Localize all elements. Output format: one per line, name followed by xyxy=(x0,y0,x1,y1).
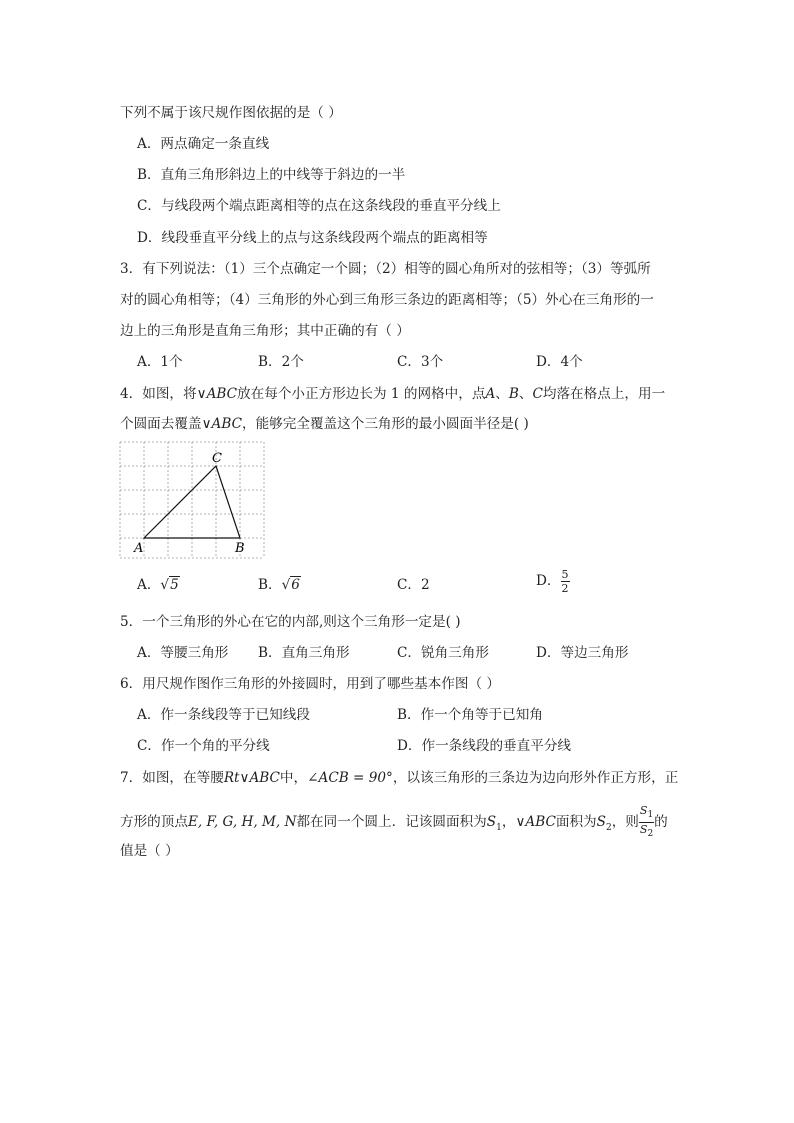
q3-line2: 对的圆心角相等；（4）三角形的外心到三角形三条边的距离相等；（5）外心在三角形的一 xyxy=(120,292,654,308)
q3-option-d: D．4个 xyxy=(536,354,583,370)
q5-option-b: B．直角三角形 xyxy=(258,645,350,661)
q7-line2: 方形的顶点E, F, G, H, M, N都在同一个圆上．记该圆面积为$S_1$，∨ABC面积为$S_2$，则 $\frac{S_1}{S_2}$ 的 xyxy=(120,804,668,840)
q2-option-a: A．两点确定一条直线 xyxy=(137,136,270,152)
vertex-label-c: C xyxy=(212,451,222,466)
q6-option-a: A．作一条线段等于已知线段 xyxy=(137,707,310,723)
q2-stem: 下列不属于该尺规作图依据的是（ ） xyxy=(120,105,342,121)
q4-line2: 个圆面去覆盖∨ABC，能够完全覆盖这个三角形的最小圆面半径是( ) xyxy=(120,416,529,432)
q4-option-c: C．2 xyxy=(397,577,430,593)
q5-option-d: D．等边三角形 xyxy=(536,645,629,661)
q6-option-b: B．作一个角等于已知角 xyxy=(397,707,543,723)
vertex-label-b: B xyxy=(235,541,245,556)
q2-option-d: D．线段垂直平分线上的点与这条线段两个端点的距离相等 xyxy=(137,230,488,246)
q6-stem: 6．用尺规作图作三角形的外接圆时，用到了哪些基本作图（ ） xyxy=(120,676,500,692)
q7-line1: 7．如图，在等腰Rt∨ABC中，∠ACB = 90°，以该三角形的三条边为边向形外作正方形，正 xyxy=(120,770,679,786)
q4-line1: 4．如图，将∨ABC放在每个小正方形边长为 1 的网格中，点A、B、C均落在格点上，用一 xyxy=(120,386,666,402)
q2-option-b: B．直角三角形斜边上的中线等于斜边的一半 xyxy=(137,167,406,183)
q3-line1: 3．有下列说法：（1）三个点确定一个圆；（2）相等的圆心角所对的弦相等；（3）等弧所 xyxy=(120,261,651,277)
q6-option-c: C．作一个角的平分线 xyxy=(137,738,270,754)
q3-line3: 边上的三角形是直角三角形；其中正确的有（ ） xyxy=(120,323,410,339)
q4-option-d: D． $\frac{5}{2}$ xyxy=(536,568,569,595)
q4-option-b: B．√6 xyxy=(258,577,300,593)
ratio-fraction: $\frac{S_1}{S_2}$ xyxy=(639,804,654,840)
q4-grid-figure xyxy=(118,440,268,560)
q4-option-a: A．√5 xyxy=(137,577,179,593)
q3-option-b: B．2个 xyxy=(258,354,304,370)
q2-option-c: C．与线段两个端点距离相等的点在这条线段的垂直平分线上 xyxy=(137,198,501,214)
q5-stem: 5．一个三角形的外心在它的内部,则这个三角形一定是( ) xyxy=(120,614,461,630)
angle-acb: ∠ACB = 90° xyxy=(307,770,393,786)
q7-line3: 值是（ ） xyxy=(120,843,179,859)
q6-option-d: D．作一条线段的垂直平分线 xyxy=(397,738,572,754)
q5-option-a: A．等腰三角形 xyxy=(137,645,229,661)
q5-option-c: C．锐角三角形 xyxy=(397,645,489,661)
vertex-label-a: A xyxy=(134,541,144,556)
triangle-abc: ∨ABC xyxy=(196,386,238,402)
q3-option-a: A．1个 xyxy=(137,354,183,370)
q3-option-c: C．3个 xyxy=(397,354,444,370)
